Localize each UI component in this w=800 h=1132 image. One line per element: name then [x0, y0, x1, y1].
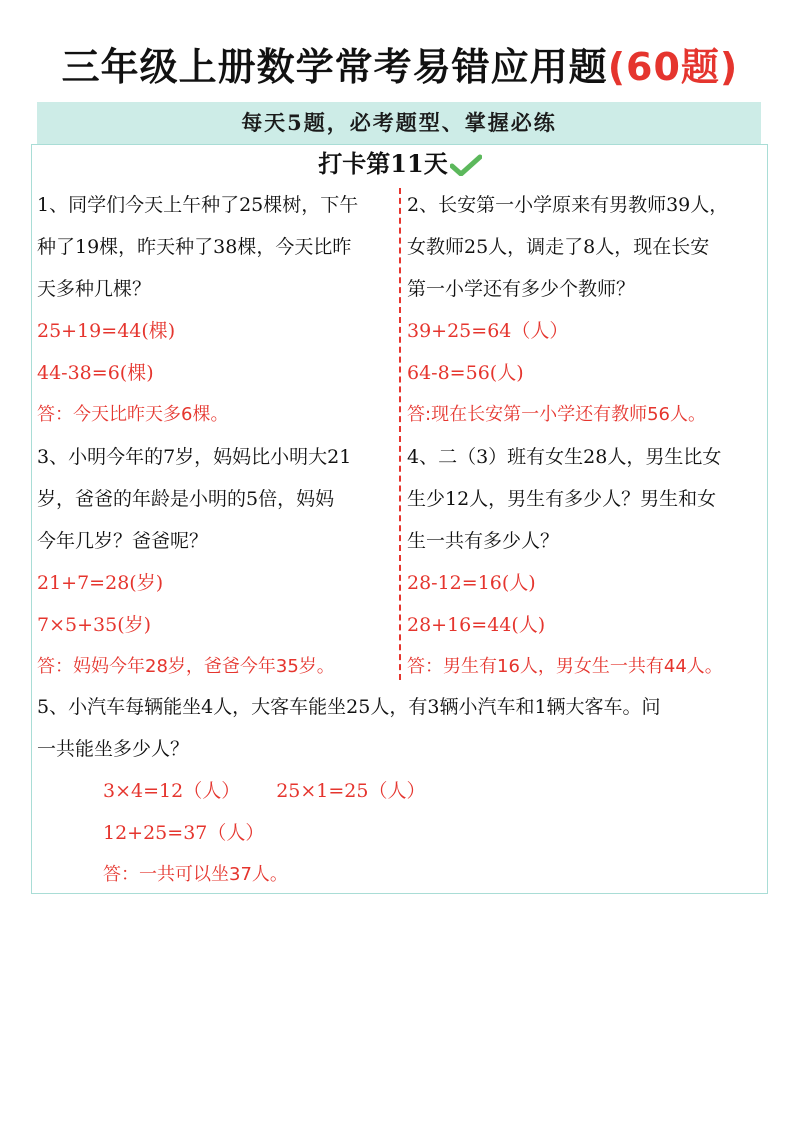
day-heading — [0, 146, 800, 186]
question-line: 第一小学还有多少个教师？ — [407, 278, 636, 300]
problem-2 — [407, 184, 767, 436]
question-line: 天多种几棵？ — [37, 278, 152, 300]
answer-line: 44-38=6(棵) — [37, 362, 154, 384]
answer-statement: 答：妈妈今年28岁，爸爸今年35岁。 — [37, 656, 335, 677]
question-line: 4、二（3）班有女生28人，男生比女 — [407, 446, 722, 468]
title-text: 三年级上册数学常考易错应用题 — [61, 45, 608, 89]
answer-line-pair — [103, 770, 426, 812]
answer-line: 25+19=44(棵) — [37, 320, 176, 342]
question-line: 岁，爸爸的年龄是小明的5倍，妈妈 — [37, 488, 335, 510]
question-line: 5、小汽车每辆能坐4人，大客车能坐25人，有3辆小汽车和1辆大客车。问 — [37, 696, 661, 718]
question-line: 女教师25人，调走了8人，现在长安 — [407, 236, 710, 258]
answer-line: 64-8=56(人) — [407, 362, 524, 384]
problem-1 — [37, 184, 399, 436]
answer-line: 3×4=12（人） — [103, 780, 241, 802]
column-divider — [399, 188, 401, 680]
answer-statement: 答：一共可以坐37人。 — [103, 864, 288, 885]
answer-statement: 答:现在长安第一小学还有教师56人。 — [407, 404, 706, 425]
question-line: 2、长安第一小学原来有男教师39人， — [407, 194, 729, 216]
question-line: 种了19棵，昨天种了38棵，今天比昨 — [37, 236, 352, 258]
answer-line: 39+25=64（人） — [407, 320, 569, 342]
answer-statement: 答：男生有16人，男女生一共有44人。 — [407, 656, 723, 677]
question-line: 今年几岁？爸爸呢？ — [37, 530, 209, 552]
question-line: 生少12人，男生有多少人？男生和女 — [407, 488, 717, 510]
question-line: 一共能坐多少人？ — [37, 738, 190, 760]
checkmark-icon — [450, 150, 482, 186]
problem-5-question — [37, 686, 767, 770]
question-line: 3、小明今年的7岁，妈妈比小明大21 — [37, 446, 352, 468]
question-line: 1、同学们今天上午种了25棵树，下午 — [37, 194, 359, 216]
answer-line: 25×1=25（人） — [276, 780, 426, 802]
answer-line: 7×5+35(岁) — [37, 614, 152, 636]
question-line: 生一共有多少人？ — [407, 530, 560, 552]
page-title — [0, 42, 800, 92]
problem-4 — [407, 436, 767, 688]
problem-3 — [37, 436, 399, 688]
count-badge: (60题) — [607, 45, 739, 89]
answer-line: 21+7=28(岁) — [37, 572, 164, 594]
subtitle-banner: 每天5题，必考题型、掌握必练 — [37, 102, 761, 144]
answer-line: 28-12=16(人) — [407, 572, 536, 594]
problem-5-answer — [103, 770, 426, 896]
day-label: 打卡第11天 — [318, 149, 448, 178]
answer-statement: 答：今天比昨天多6棵。 — [37, 404, 229, 425]
answer-line: 28+16=44(人) — [407, 614, 546, 636]
answer-line: 12+25=37（人） — [103, 822, 265, 844]
